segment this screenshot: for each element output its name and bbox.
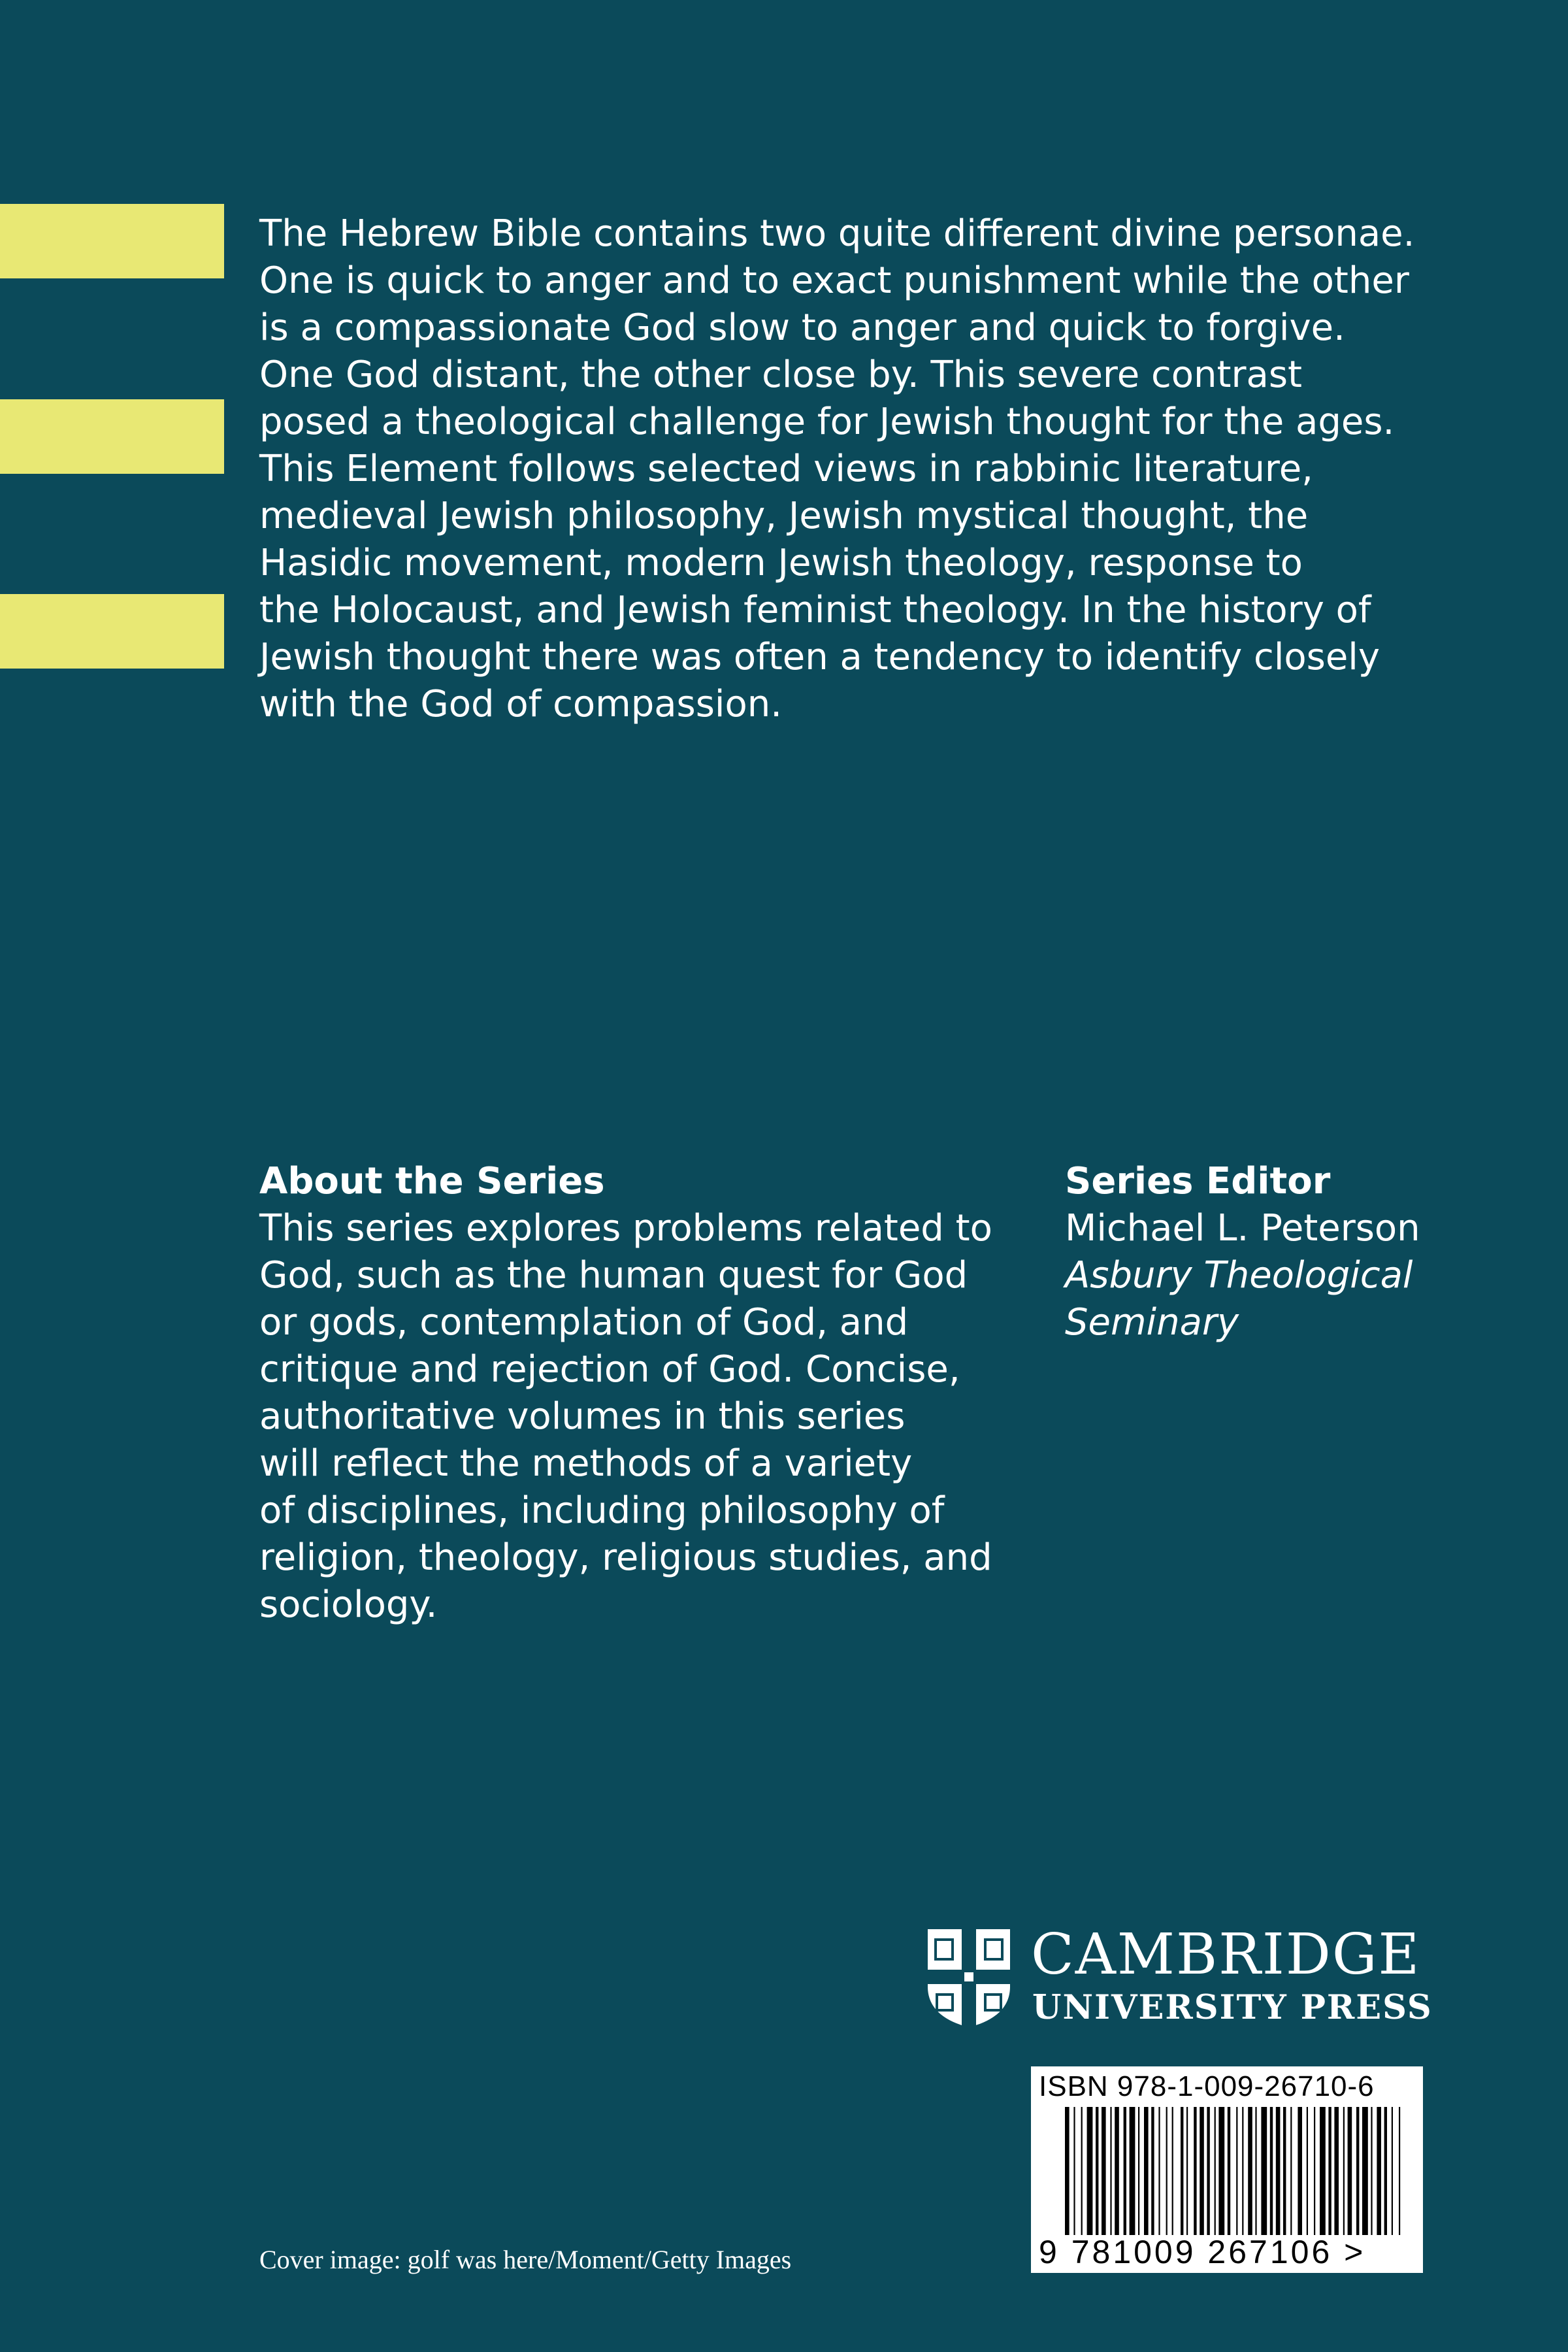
barcode-stripe (1290, 2107, 1292, 2235)
series-editor-heading: Series Editor (1065, 1160, 1331, 1202)
barcode-stripe (1194, 2107, 1196, 2235)
barcode-stripe (1298, 2107, 1302, 2235)
barcode-stripe (1166, 2107, 1168, 2235)
barcode-stripe (1343, 2107, 1345, 2235)
barcode-stripe (1399, 2107, 1400, 2235)
about-line: of disciplines, including philosophy of (259, 1489, 945, 1532)
about-line: sociology. (259, 1583, 438, 1626)
barcode-stripe (1261, 2107, 1267, 2235)
affiliation-line: Seminary (1065, 1301, 1239, 1344)
barcode-stripe (1215, 2107, 1216, 2235)
about-line: will reflect the methods of a variety (259, 1442, 913, 1485)
barcode-stripe (1102, 2107, 1106, 2235)
barcode-stripe (1144, 2107, 1149, 2235)
barcode-bars (1065, 2107, 1405, 2235)
barcode-stripe (1228, 2107, 1230, 2235)
cambridge-shield-icon (925, 1927, 1013, 2029)
ean-digits: 9 781009 267106 > (1039, 2234, 1366, 2270)
barcode-stripe (1328, 2107, 1331, 2235)
affiliation-line: Asbury Theological (1065, 1254, 1413, 1297)
series-editor-affiliation (1065, 1252, 1522, 1346)
accent-bar-top (0, 204, 224, 278)
barcode-stripe (1087, 2107, 1093, 2235)
about-line: religion, theology, religious studies, and (259, 1536, 992, 1579)
blurb-line: The Hebrew Bible contains two quite different divine personae. (259, 212, 1415, 255)
barcode-stripe (1320, 2107, 1326, 2235)
barcode-stripe (1392, 2107, 1393, 2235)
blurb-line: One is quick to anger and to exact punishment while the other (259, 259, 1409, 302)
publisher-name: CAMBRIDGE (1031, 1922, 1421, 1987)
barcode-stripe (1242, 2107, 1243, 2235)
barcode-stripe (1314, 2107, 1315, 2235)
isbn-barcode (1031, 2066, 1423, 2273)
blurb-line: One God distant, the other close by. This severe contrast (259, 354, 1302, 396)
barcode-stripe (1096, 2107, 1098, 2235)
barcode-stripe (1081, 2107, 1083, 2235)
publisher-subtitle: UNIVERSITY PRESS (1032, 1988, 1433, 2027)
barcode-stripe (1158, 2107, 1160, 2235)
blurb-line: the Holocaust, and Jewish feminist theology. In the history of (259, 589, 1371, 631)
series-editor-name: Michael L. Peterson (1065, 1207, 1420, 1250)
about-line: critique and rejection of God. Concise, (259, 1348, 960, 1391)
blurb-line: Hasidic movement, modern Jewish theology, response to (259, 542, 1303, 584)
barcode-stripe (1151, 2107, 1154, 2235)
barcode-stripe (1218, 2107, 1224, 2235)
barcode-stripe (1207, 2107, 1209, 2235)
isbn-label: ISBN 978-1-009-26710-6 (1039, 2070, 1375, 2102)
barcode-stripe (1073, 2107, 1075, 2235)
barcode-stripe (1065, 2107, 1070, 2235)
about-series-text (259, 1205, 1017, 1629)
barcode-stripe (1200, 2107, 1204, 2235)
barcode-stripe (1110, 2107, 1111, 2235)
about-series-section (259, 1158, 1017, 1629)
barcode-stripe (1371, 2107, 1372, 2235)
barcode-stripe (1356, 2107, 1359, 2235)
barcode-stripe (1138, 2107, 1139, 2235)
barcode-stripe (1307, 2107, 1308, 2235)
barcode-stripe (1283, 2107, 1286, 2235)
blurb-line: Jewish thought there was often a tendency to identify closely (259, 636, 1380, 678)
barcode-stripe (1130, 2107, 1135, 2235)
book-blurb (259, 210, 1455, 728)
barcode-stripe (1348, 2107, 1352, 2235)
barcode-stripe (1377, 2107, 1381, 2235)
blurb-line: with the God of compassion. (259, 683, 783, 725)
about-line: authoritative volumes in this series (259, 1395, 906, 1438)
blurb-line: is a compassionate God slow to anger and quick to forgive. (259, 306, 1345, 349)
series-editor-section (1065, 1158, 1522, 1346)
barcode-stripe (1124, 2107, 1126, 2235)
about-line: or gods, contemplation of God, and (259, 1301, 909, 1344)
accent-bar-bottom (0, 594, 224, 669)
barcode-stripe (1186, 2107, 1188, 2235)
about-line: God, such as the human quest for God (259, 1254, 968, 1297)
barcode-stripe (1236, 2107, 1237, 2235)
barcode-stripe (1334, 2107, 1339, 2235)
blurb-line: This Element follows selected views in rabbinic literature, (259, 448, 1313, 490)
barcode-stripe (1172, 2107, 1173, 2235)
barcode-stripe (1362, 2107, 1368, 2235)
barcode-stripe (1276, 2107, 1281, 2235)
barcode-stripe (1248, 2107, 1252, 2235)
accent-bar-middle (0, 399, 224, 474)
barcode-stripe (1384, 2107, 1387, 2235)
publisher-logo (925, 1922, 1433, 2035)
about-line: This series explores problems related to (259, 1207, 992, 1250)
blurb-line: medieval Jewish philosophy, Jewish mystical thought, the (259, 495, 1309, 537)
about-series-heading: About the Series (259, 1160, 605, 1202)
barcode-stripe (1270, 2107, 1273, 2235)
cover-image-credit: Cover image: golf was here/Moment/Getty Images (259, 2245, 792, 2274)
barcode-stripe (1115, 2107, 1119, 2235)
barcode-stripe (1181, 2107, 1183, 2235)
blurb-line: posed a theological challenge for Jewish thought for the ages. (259, 401, 1395, 443)
barcode-stripe (1255, 2107, 1256, 2235)
